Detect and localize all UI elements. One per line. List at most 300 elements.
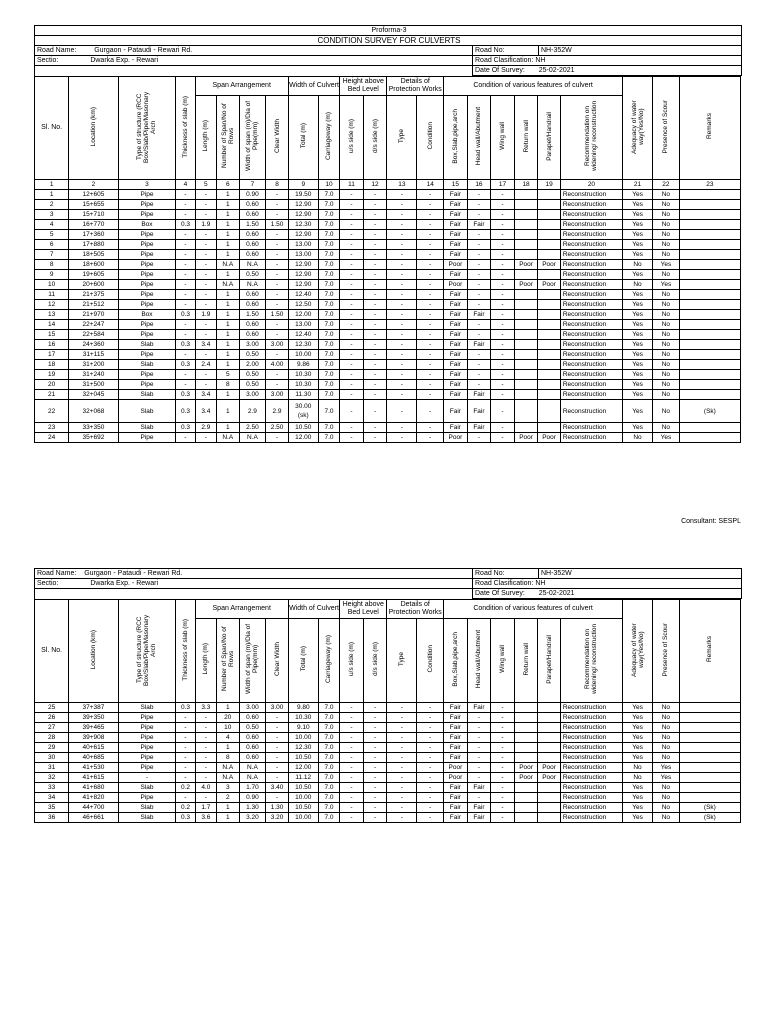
table-cell: 12.90 (288, 260, 318, 270)
col-clear-width (266, 96, 288, 180)
table-cell: - (467, 250, 491, 260)
col-width-span-text: Width of span (m)/Dia of Pipe(mm) (245, 623, 260, 695)
table-cell: Reconstruction (560, 250, 622, 260)
table-cell: - (195, 380, 216, 390)
table-cell: 1.50 (266, 310, 288, 320)
col-carriageway-text: Carriageway (m) (325, 634, 333, 684)
table-cell (679, 250, 740, 260)
table-cell: - (266, 230, 288, 240)
table-cell: 7.0 (318, 423, 339, 433)
table-cell: Yes (623, 240, 653, 250)
table-row (35, 360, 741, 370)
table-cell: Yes (623, 300, 653, 310)
table-cell: - (363, 723, 387, 733)
col-condition (417, 619, 444, 703)
table-cell: - (363, 783, 387, 793)
table-cell: Reconstruction (560, 753, 622, 763)
table-cell: Fair (444, 793, 468, 803)
table-cell: No (653, 423, 680, 433)
table-cell: N.A (239, 260, 266, 270)
table-cell: 12.90 (288, 280, 318, 290)
table-cell (538, 220, 560, 230)
table-cell (514, 390, 538, 400)
table-cell: 46+661 (69, 813, 118, 823)
table-cell: - (491, 200, 515, 210)
table-cell: - (491, 703, 515, 713)
col-span-arrangement: Span Arrangement (195, 600, 288, 619)
table-cell: - (387, 200, 417, 210)
table-cell: - (176, 773, 195, 783)
table-cell: - (195, 260, 216, 270)
table-cell (538, 793, 560, 803)
table-cell (538, 330, 560, 340)
table-cell: Yes (623, 390, 653, 400)
survey-date-cell (473, 589, 742, 599)
table-cell: - (176, 743, 195, 753)
table-cell: - (266, 723, 288, 733)
table-cell: N.A (239, 773, 266, 783)
table-row (35, 763, 741, 773)
table-cell: - (176, 763, 195, 773)
table-cell (538, 200, 560, 210)
table-cell (514, 350, 538, 360)
table-cell: 19 (35, 370, 69, 380)
table-cell: 10.00 (288, 733, 318, 743)
table-cell (679, 380, 740, 390)
col-adequacy-text: Adequacy of water way(Yes/No) (630, 622, 645, 677)
table-cell: Fair (444, 813, 468, 823)
table-row (35, 350, 741, 360)
table-cell: 18 (35, 360, 69, 370)
table-cell: 0.60 (239, 300, 266, 310)
table-cell: 3.4 (195, 340, 216, 350)
table-cell: - (491, 773, 515, 783)
table-cell: - (340, 200, 364, 210)
table-cell: - (467, 360, 491, 370)
table-cell: Pipe (118, 753, 176, 763)
table-cell: 12.90 (288, 200, 318, 210)
table-row (35, 703, 741, 713)
col-total (288, 96, 318, 180)
table-cell: - (417, 340, 444, 350)
table-cell: 34 (35, 793, 69, 803)
table-cell: - (467, 433, 491, 443)
table-cell: - (176, 190, 195, 200)
table-cell: - (387, 793, 417, 803)
table-cell: - (340, 433, 364, 443)
table-cell: Poor (538, 433, 560, 443)
table-cell (679, 270, 740, 280)
col-width-culvert: Width of Culvert (288, 600, 339, 619)
culvert-table-2 (34, 599, 741, 823)
table-cell: 3.4 (195, 390, 216, 400)
table-cell: 22 (35, 400, 69, 423)
table-cell (514, 290, 538, 300)
table-cell: Yes (623, 330, 653, 340)
table-cell: 15+710 (69, 210, 118, 220)
table-cell: Fair (444, 300, 468, 310)
table-cell: - (195, 370, 216, 380)
table-cell (679, 783, 740, 793)
table-cell: 12.40 (288, 330, 318, 340)
table-cell: - (176, 330, 195, 340)
table-cell: Fair (467, 340, 491, 350)
table-cell: No (653, 340, 680, 350)
table-cell: - (491, 743, 515, 753)
table-cell: 10.50 (288, 423, 318, 433)
table-cell: - (417, 793, 444, 803)
table-cell: - (387, 300, 417, 310)
table-cell: 1 (217, 210, 239, 220)
table-cell: Pipe (118, 713, 176, 723)
table-cell: Fair (444, 400, 468, 423)
col-parapet-text: Parapet/Handrail (545, 111, 553, 161)
table-cell: - (491, 360, 515, 370)
table-cell: - (417, 300, 444, 310)
table-cell: - (266, 190, 288, 200)
table-cell: No (653, 713, 680, 723)
table-cell: 4.00 (266, 360, 288, 370)
table-cell: 0.50 (239, 723, 266, 733)
survey-sheet-2 (34, 568, 741, 823)
table-cell: 7.0 (318, 723, 339, 733)
survey-date-label: Date Of Survey: (475, 590, 525, 597)
table-cell: - (467, 753, 491, 763)
table-cell: - (363, 260, 387, 270)
table-cell (679, 370, 740, 380)
col-parapet (538, 619, 560, 703)
table-cell: Yes (623, 250, 653, 260)
table-cell (514, 300, 538, 310)
table-cell: - (195, 793, 216, 803)
table-cell: - (340, 703, 364, 713)
table-cell: Poor (538, 773, 560, 783)
col-number: 9 (288, 180, 318, 190)
table-cell: 1 (217, 270, 239, 280)
table-cell: 13.00 (288, 240, 318, 250)
table-cell: 10.50 (288, 753, 318, 763)
table-cell: 1 (217, 423, 239, 433)
table-cell: - (363, 200, 387, 210)
table-cell (679, 260, 740, 270)
table-cell: - (467, 280, 491, 290)
proforma-label: Proforma-3 (35, 26, 742, 36)
table-cell: - (417, 783, 444, 793)
table-cell (679, 210, 740, 220)
table-cell: 9.10 (288, 723, 318, 733)
table-cell: 7.0 (318, 340, 339, 350)
col-sl-no: Sl. No. (35, 77, 69, 180)
road-name-cell (35, 46, 473, 56)
table-cell: Yes (623, 310, 653, 320)
table-cell (679, 200, 740, 210)
table-cell: 4 (217, 733, 239, 743)
col-number: 12 (363, 180, 387, 190)
road-no-label: Road No: (473, 569, 539, 579)
table-cell: 1 (217, 200, 239, 210)
table-cell: - (417, 290, 444, 300)
col-type (387, 619, 417, 703)
table-cell: Pipe (118, 240, 176, 250)
road-class-value: NH (535, 57, 546, 64)
table-cell: No (623, 260, 653, 270)
col-number: 4 (176, 180, 195, 190)
table-cell: - (387, 340, 417, 350)
table-cell: - (387, 380, 417, 390)
table-cell: - (491, 803, 515, 813)
table-cell: - (340, 390, 364, 400)
table-cell: 2 (35, 200, 69, 210)
table-cell: No (653, 210, 680, 220)
col-type-text: Type (398, 128, 406, 144)
table-cell: - (340, 380, 364, 390)
table-cell: Fair (444, 380, 468, 390)
table-cell: - (467, 260, 491, 270)
table-cell: - (417, 320, 444, 330)
col-structure-type (118, 77, 176, 180)
table-cell: Reconstruction (560, 423, 622, 433)
table-cell: - (176, 370, 195, 380)
table-cell: - (491, 433, 515, 443)
table-cell: - (266, 290, 288, 300)
table-cell: - (266, 280, 288, 290)
table-cell (514, 250, 538, 260)
table-cell (514, 703, 538, 713)
table-cell (679, 723, 740, 733)
table-cell (514, 370, 538, 380)
table-cell: 7.0 (318, 200, 339, 210)
table-cell: Yes (623, 723, 653, 733)
table-cell: 1 (217, 250, 239, 260)
table-row (35, 713, 741, 723)
table-cell: - (266, 270, 288, 280)
table-cell: - (266, 753, 288, 763)
table-cell: Fair (467, 423, 491, 433)
table-cell: Fair (444, 330, 468, 340)
col-number: 23 (679, 180, 740, 190)
table-row (35, 220, 741, 230)
table-cell: Pipe (118, 763, 176, 773)
table-cell: Poor (538, 280, 560, 290)
section-label: Sectio: (37, 57, 59, 64)
table-cell: - (266, 733, 288, 743)
table-cell: Reconstruction (560, 220, 622, 230)
table-cell: Reconstruction (560, 300, 622, 310)
col-protection: Details of Protection Works (387, 77, 444, 96)
table-cell: Poor (538, 763, 560, 773)
table-cell: Yes (623, 703, 653, 713)
table-cell: - (176, 380, 195, 390)
table-cell: Poor (514, 260, 538, 270)
table-cell: 12.00 (288, 310, 318, 320)
col-number: 10 (318, 180, 339, 190)
table-cell: - (176, 210, 195, 220)
table-cell: 11.30 (288, 390, 318, 400)
table-cell: 3.00 (239, 390, 266, 400)
table-cell: 12+605 (69, 190, 118, 200)
table-cell (514, 360, 538, 370)
table-cell: 0.60 (239, 230, 266, 240)
table-cell: - (340, 733, 364, 743)
table-cell: 40+615 (69, 743, 118, 753)
table-cell: - (467, 270, 491, 280)
table-cell: - (491, 390, 515, 400)
table-cell: - (176, 200, 195, 210)
table-cell: Reconstruction (560, 713, 622, 723)
table-cell: 12.40 (288, 290, 318, 300)
col-scour (653, 600, 680, 703)
col-total-text: Total (m) (299, 646, 307, 672)
table-cell: - (387, 723, 417, 733)
table-cell (514, 200, 538, 210)
table-cell: 0.60 (239, 290, 266, 300)
table-cell (514, 190, 538, 200)
table-cell: No (653, 733, 680, 743)
table-cell: 13.00 (288, 320, 318, 330)
table-cell: 3.00 (239, 703, 266, 713)
table-cell: - (340, 220, 364, 230)
table-cell (514, 220, 538, 230)
table-cell: - (467, 300, 491, 310)
table-cell: - (363, 370, 387, 380)
table-cell: - (363, 220, 387, 230)
table-cell: - (340, 240, 364, 250)
table-cell: - (417, 280, 444, 290)
consultant-label: Consultant: SESPL (681, 518, 741, 525)
table-cell: 1.50 (239, 310, 266, 320)
table-cell: 10.30 (288, 380, 318, 390)
table-cell: - (387, 813, 417, 823)
table-cell: 26 (35, 713, 69, 723)
table-cell: 10.30 (288, 713, 318, 723)
table-cell: Yes (623, 320, 653, 330)
table-cell: Fair (444, 733, 468, 743)
col-return-wall-text: Return wall (522, 642, 530, 676)
section-value: Dwarka Exp. - Rewari (90, 57, 158, 64)
col-number: 8 (266, 180, 288, 190)
table-cell (679, 230, 740, 240)
table-cell: Poor (444, 433, 468, 443)
table-cell: Yes (623, 713, 653, 723)
table-cell: - (491, 733, 515, 743)
table-cell: 10.30 (288, 370, 318, 380)
table-cell: - (266, 370, 288, 380)
table-cell: Fair (467, 783, 491, 793)
table-cell: - (176, 713, 195, 723)
table-cell: No (653, 380, 680, 390)
table-cell: No (653, 250, 680, 260)
table-cell (514, 310, 538, 320)
table-cell: - (266, 300, 288, 310)
table-cell (514, 733, 538, 743)
table-cell: - (417, 210, 444, 220)
table-cell: Pipe (118, 210, 176, 220)
col-return-wall (514, 619, 538, 703)
table-cell: - (491, 220, 515, 230)
table-cell: 9.80 (288, 703, 318, 713)
table-cell: Reconstruction (560, 330, 622, 340)
table-cell: 35 (35, 803, 69, 813)
col-total (288, 619, 318, 703)
survey-date-label: Date Of Survey: (475, 67, 525, 74)
col-wing-wall (491, 619, 515, 703)
table-cell: - (195, 743, 216, 753)
table-cell: Fair (444, 320, 468, 330)
table-cell: Yes (623, 270, 653, 280)
table-cell: 3 (35, 210, 69, 220)
table-cell: 40+685 (69, 753, 118, 763)
table-cell: - (387, 320, 417, 330)
culvert-table-1 (34, 76, 741, 443)
table-cell: - (491, 280, 515, 290)
table-cell: - (340, 773, 364, 783)
table-row (35, 210, 741, 220)
table-cell: 32+068 (69, 400, 118, 423)
table-cell: - (387, 433, 417, 443)
road-class-cell (473, 56, 742, 66)
table-cell: 1 (217, 290, 239, 300)
table-cell: Reconstruction (560, 763, 622, 773)
table-cell: Pipe (118, 260, 176, 270)
table-cell: - (195, 250, 216, 260)
table-cell: Pipe (118, 370, 176, 380)
table-cell: - (417, 240, 444, 250)
table-cell: 1 (217, 360, 239, 370)
table-cell: 3.4 (195, 400, 216, 423)
table-cell: - (417, 370, 444, 380)
table-cell: - (340, 230, 364, 240)
table-cell: Box (118, 310, 176, 320)
table-cell: Pipe (118, 190, 176, 200)
table-cell: 10 (217, 723, 239, 733)
table-cell: - (417, 260, 444, 270)
table-cell: - (176, 433, 195, 443)
table-cell: - (387, 290, 417, 300)
table-cell: Fair (467, 803, 491, 813)
table-cell: - (467, 290, 491, 300)
table-cell: - (467, 733, 491, 743)
table-cell: No (653, 230, 680, 240)
col-condition-text: Condition (426, 122, 434, 150)
table-cell: 0.60 (239, 320, 266, 330)
table-cell (679, 733, 740, 743)
table-cell: 37+387 (69, 703, 118, 713)
table-cell: - (340, 300, 364, 310)
table-cell: - (266, 380, 288, 390)
table-cell: Yes (653, 280, 680, 290)
table-cell: 1.7 (195, 803, 216, 813)
col-head-wall (467, 96, 491, 180)
table-cell: - (340, 360, 364, 370)
table-cell: Reconstruction (560, 433, 622, 443)
table-cell: - (417, 360, 444, 370)
table-row (35, 753, 741, 763)
table-cell: 7.0 (318, 793, 339, 803)
table-cell: 31 (35, 763, 69, 773)
col-number: 6 (217, 180, 239, 190)
table-cell: 12.00 (288, 763, 318, 773)
col-width-span-text: Width of span (m)/Dia of Pipe(mm) (245, 100, 260, 172)
table-cell: Fair (444, 190, 468, 200)
table-cell: Reconstruction (560, 793, 622, 803)
col-scour (653, 77, 680, 180)
table-cell: - (363, 360, 387, 370)
table-cell: - (176, 793, 195, 803)
table-cell (538, 390, 560, 400)
table-cell (538, 783, 560, 793)
table-cell: - (340, 793, 364, 803)
survey-date-value: 25-02-2021 (538, 590, 575, 597)
